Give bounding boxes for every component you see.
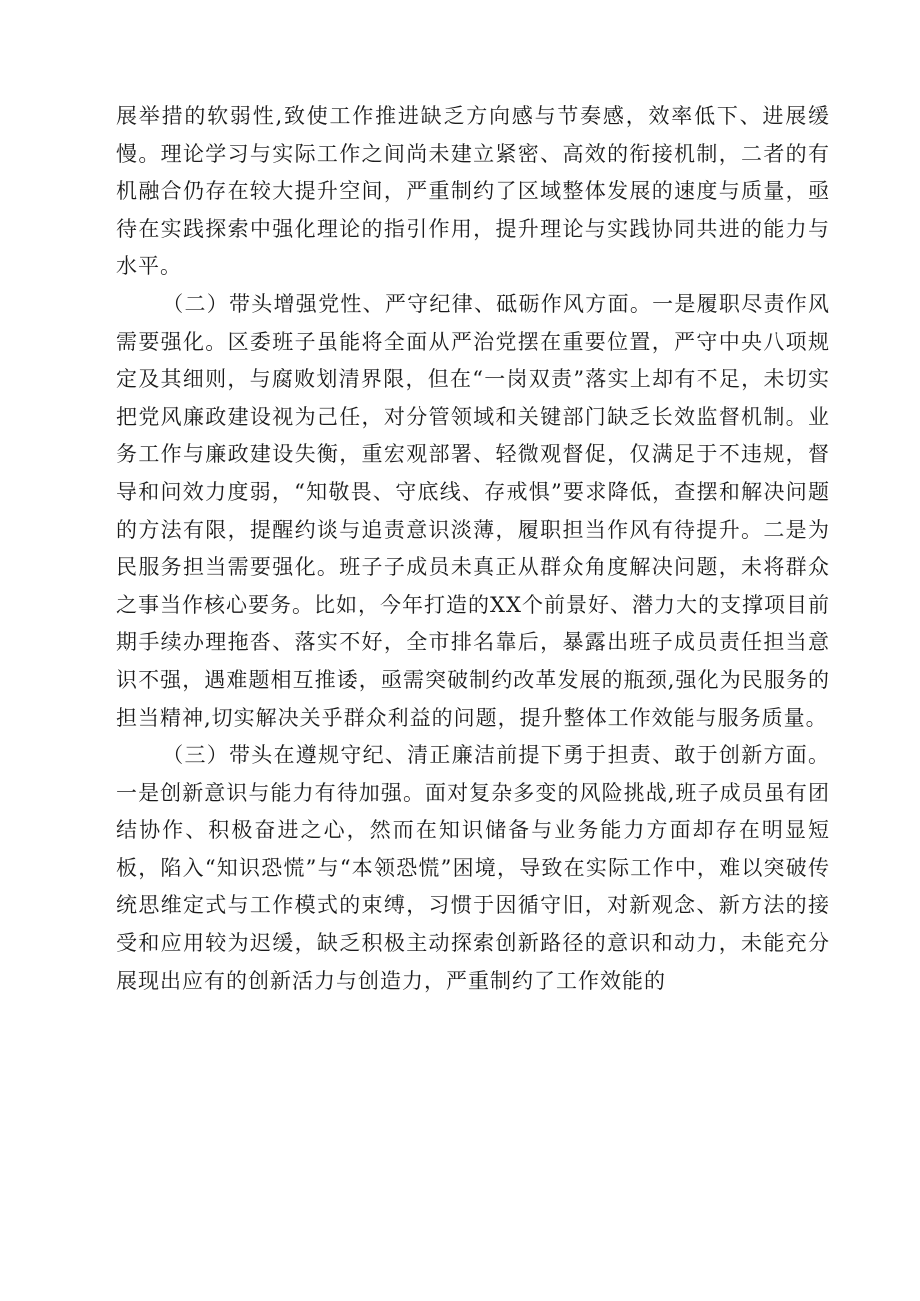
paragraph-section-two: （二）带头增强党性、严守纪律、砥砺作风方面。一是履职尽责作风需要强化。区委班子虽能将全面从严治党摆在重要位置，严守中央八项规定及其细则，与腐败划清界限，但在“一岗双责”落实上却有不足，未切实把党风廉政建设视为己任，对分管领域和关键部门缺乏长效监督机制。业务工作与廉政建设失衡，重宏观部署、轻微观督促，仅满足于不违规，督导和问效力度弱，“知敬畏、守底线、存戒惧”要求降低，查摆和解决问题的方法有限，提醒约谈与追责意识淡薄，履职担当作风有待提升。二是为民服务担当需要强化。班子子成员未真正从群众角度解决问题，未将群众之事当作核心要务。比如，今年打造的XX个前景好、潜力大的支撑项目前期手续办理拖沓、落实不好，全市排名靠后，暴露出班子成员责任担当意识不强，遇难题相互推诿，亟需突破制约改革发展的瓶颈,强化为民服务的担当精神,切实解决关乎群众利益的问题，提升整体工作效能与服务质量。 [116,291,830,730]
paragraph-continuation: 展举措的软弱性,致使工作推进缺乏方向感与节奏感，效率低下、进展缓慢。理论学习与实际工作之间尚未建立紧密、高效的衔接机制，二者的有机融合仍存在较大提升空间，严重制约了区域整体发展的速度与质量，亟待在实践探索中强化理论的指引作用，提升理论与实践协同共进的能力与水平。 [116,104,830,279]
paragraph-section-three: （三）带头在遵规守纪、清正廉洁前提下勇于担责、敢于创新方面。一是创新意识与能力有待加强。面对复杂多变的风险挑战,班子成员虽有团结协作、积极奋进之心，然而在知识储备与业务能力方面却存在明显短板，陷入“知识恐慌”与“本领恐慌”困境，导致在实际工作中，难以突破传统思维定式与工作模式的束缚，习惯于因循守旧，对新观念、新方法的接受和应用较为迟缓，缺乏积极主动探索创新路径的意识和动力，未能充分展现出应有的创新活力与创造力，严重制约了工作效能的 [116,743,830,993]
document-body [116,98,830,1000]
